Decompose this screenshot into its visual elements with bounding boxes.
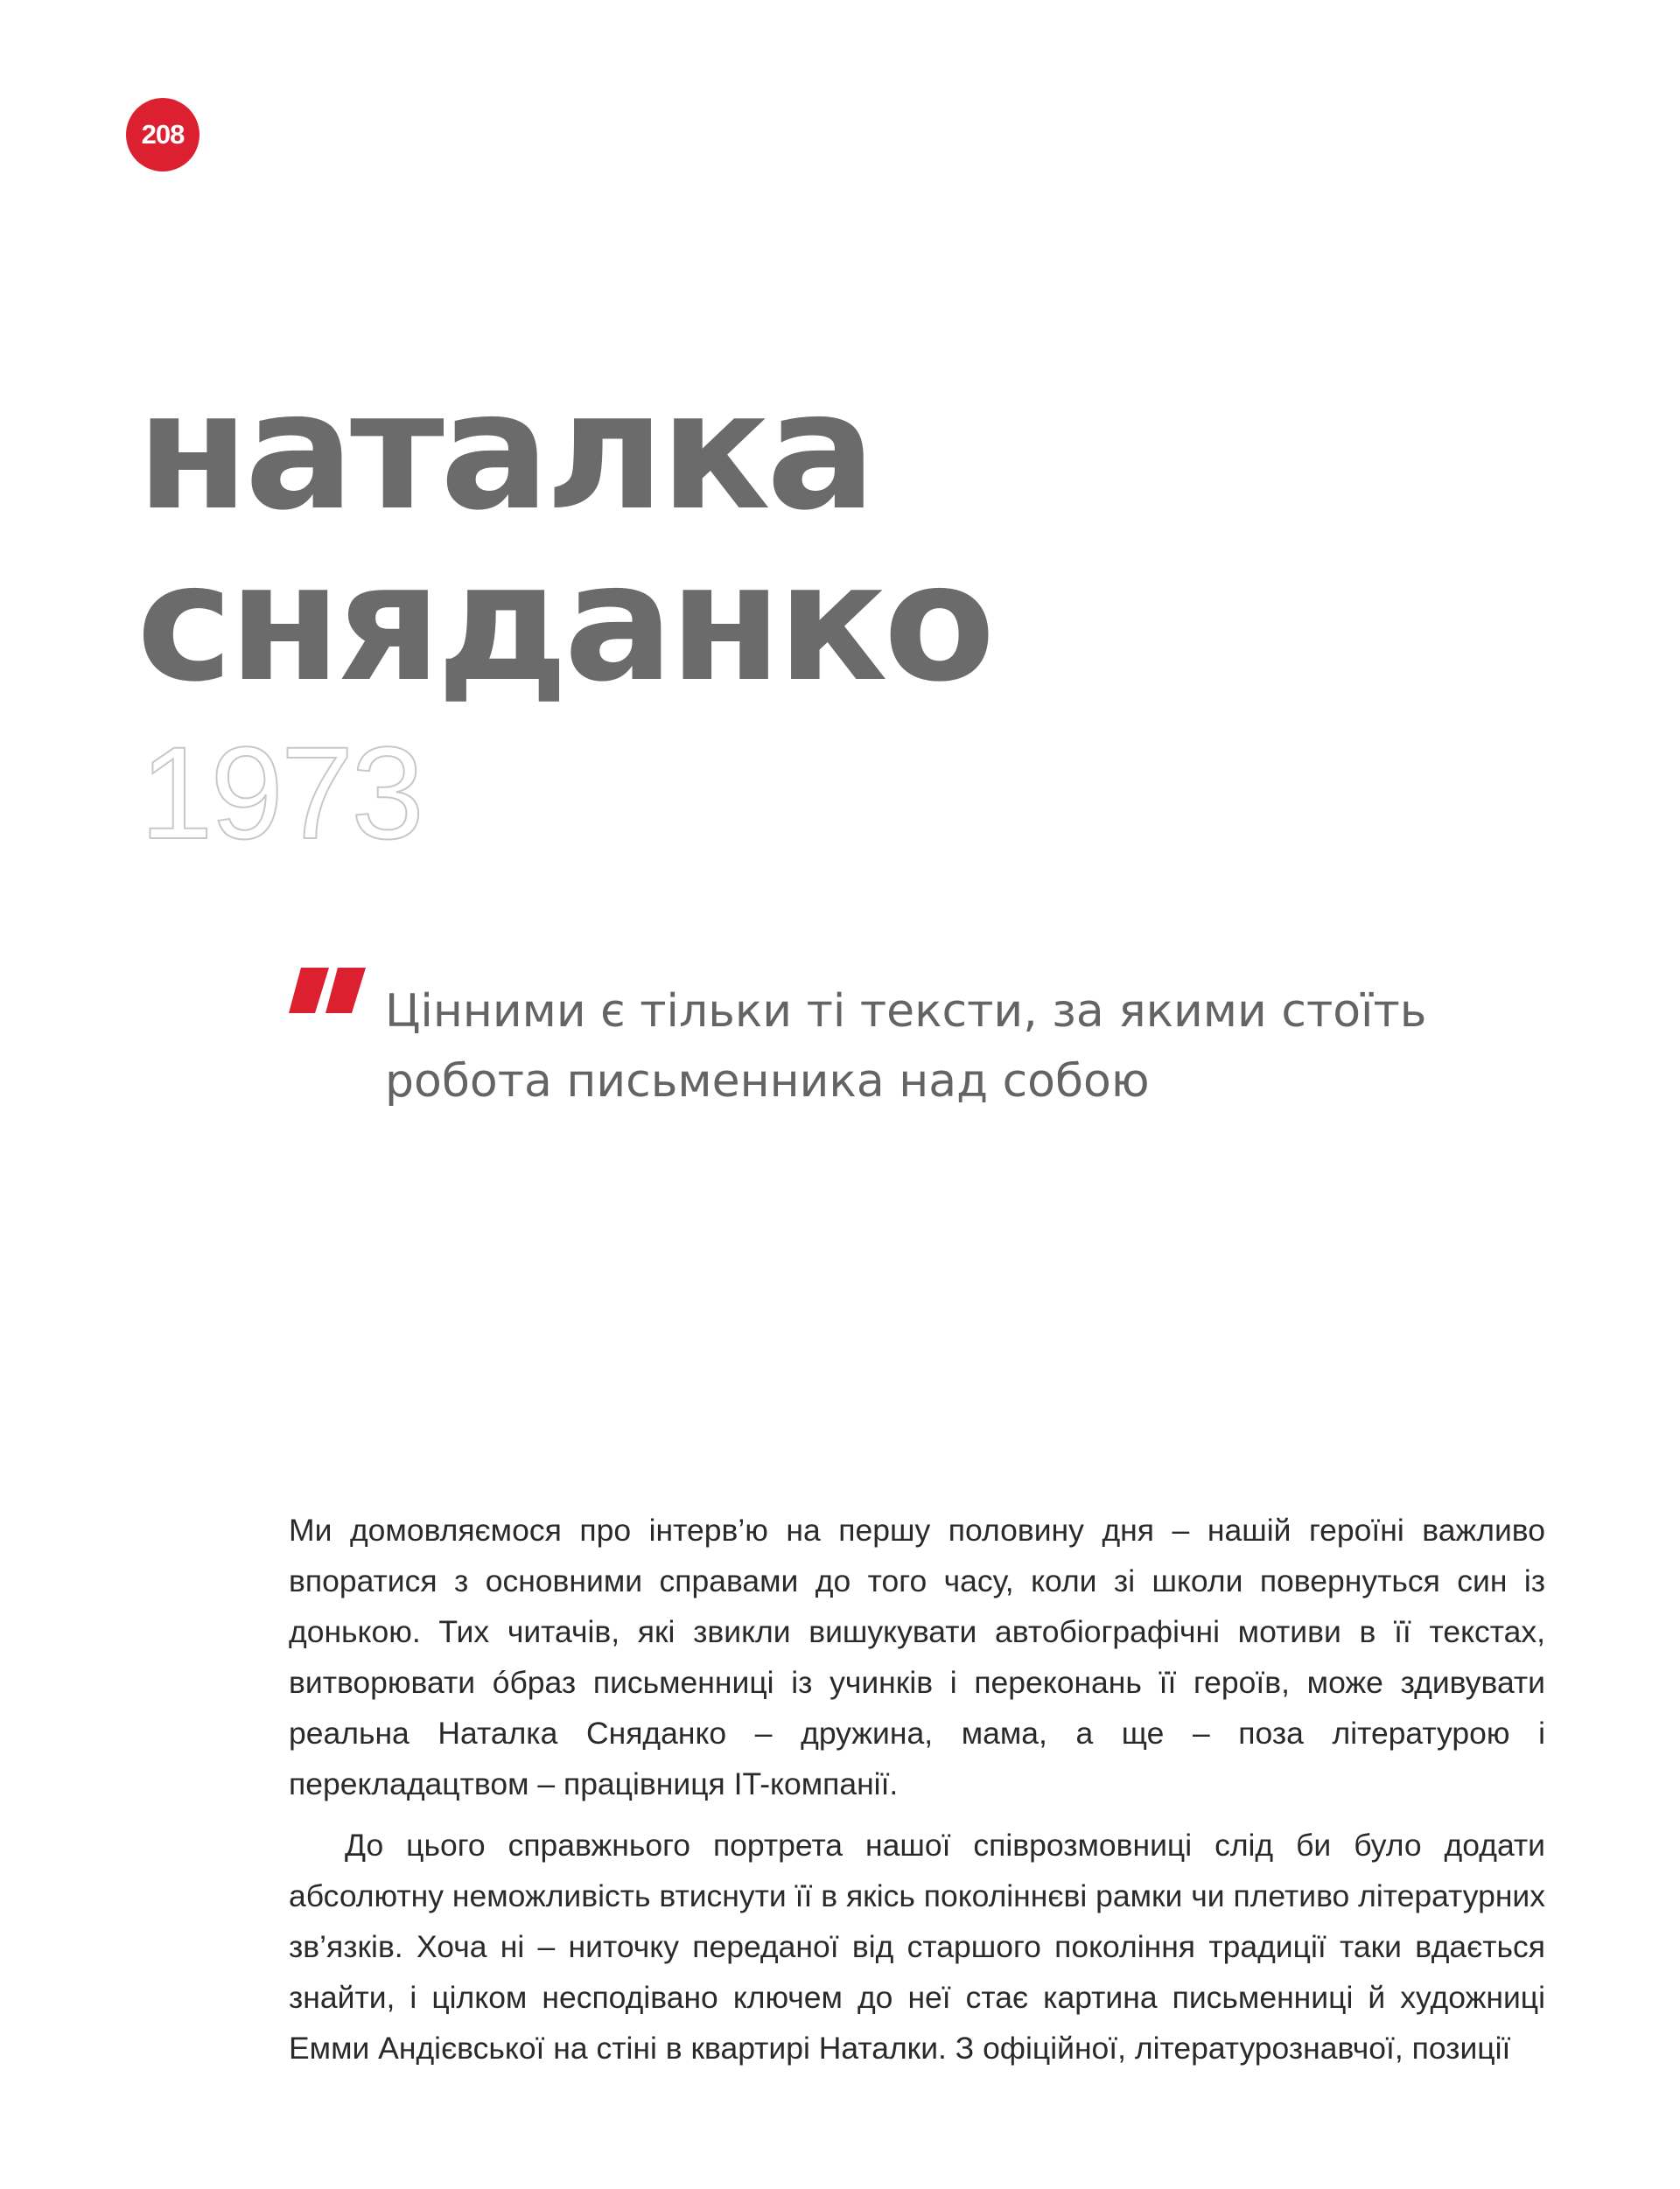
author-first-name: наталка xyxy=(136,356,872,546)
author-last-name: сняданко xyxy=(136,528,991,717)
author-name xyxy=(136,356,991,717)
page-number-badge: 208 xyxy=(126,98,200,171)
body-paragraph: Ми домовляємося про інтерв’ю на першу половину дня – нашій героїні важливо впоратися з основними справами до того часу, коли зі школи повернуться син із донькою. Тих читачів, які звикли вишукувати автобіографічні мотиви в її текстах, витворювати óбраз письменниці із учинків і переконань її героїв, може здивувати реальна Наталка Сняданко – дружина, мама, а ще – поза літературою і перекладацтвом – працівниця IT-компанії. xyxy=(289,1513,1545,1801)
article-body xyxy=(289,1505,1545,2074)
quote-icon xyxy=(289,968,376,1024)
epigraph-quote: Цінними є тільки ті тексти, за якими стоїть робота письменника над собою xyxy=(385,985,1427,1108)
birth-year: 1973 xyxy=(140,719,422,866)
body-paragraph: До цього справжнього портрета нашої співрозмовниці слід би було додати абсолютну неможливість втиснути її в якісь поколіннєві рамки чи плетиво літературних зв’язків. Хоча ні – ниточку переданої від старшого покоління традиції таки вдається знайти, і цілком несподівано ключем до неї стає картина письменниці й художниці Емми Андієвської на стіні в квартирі Наталки. З офіційної, літературознавчої, позиції xyxy=(289,1828,1545,2066)
